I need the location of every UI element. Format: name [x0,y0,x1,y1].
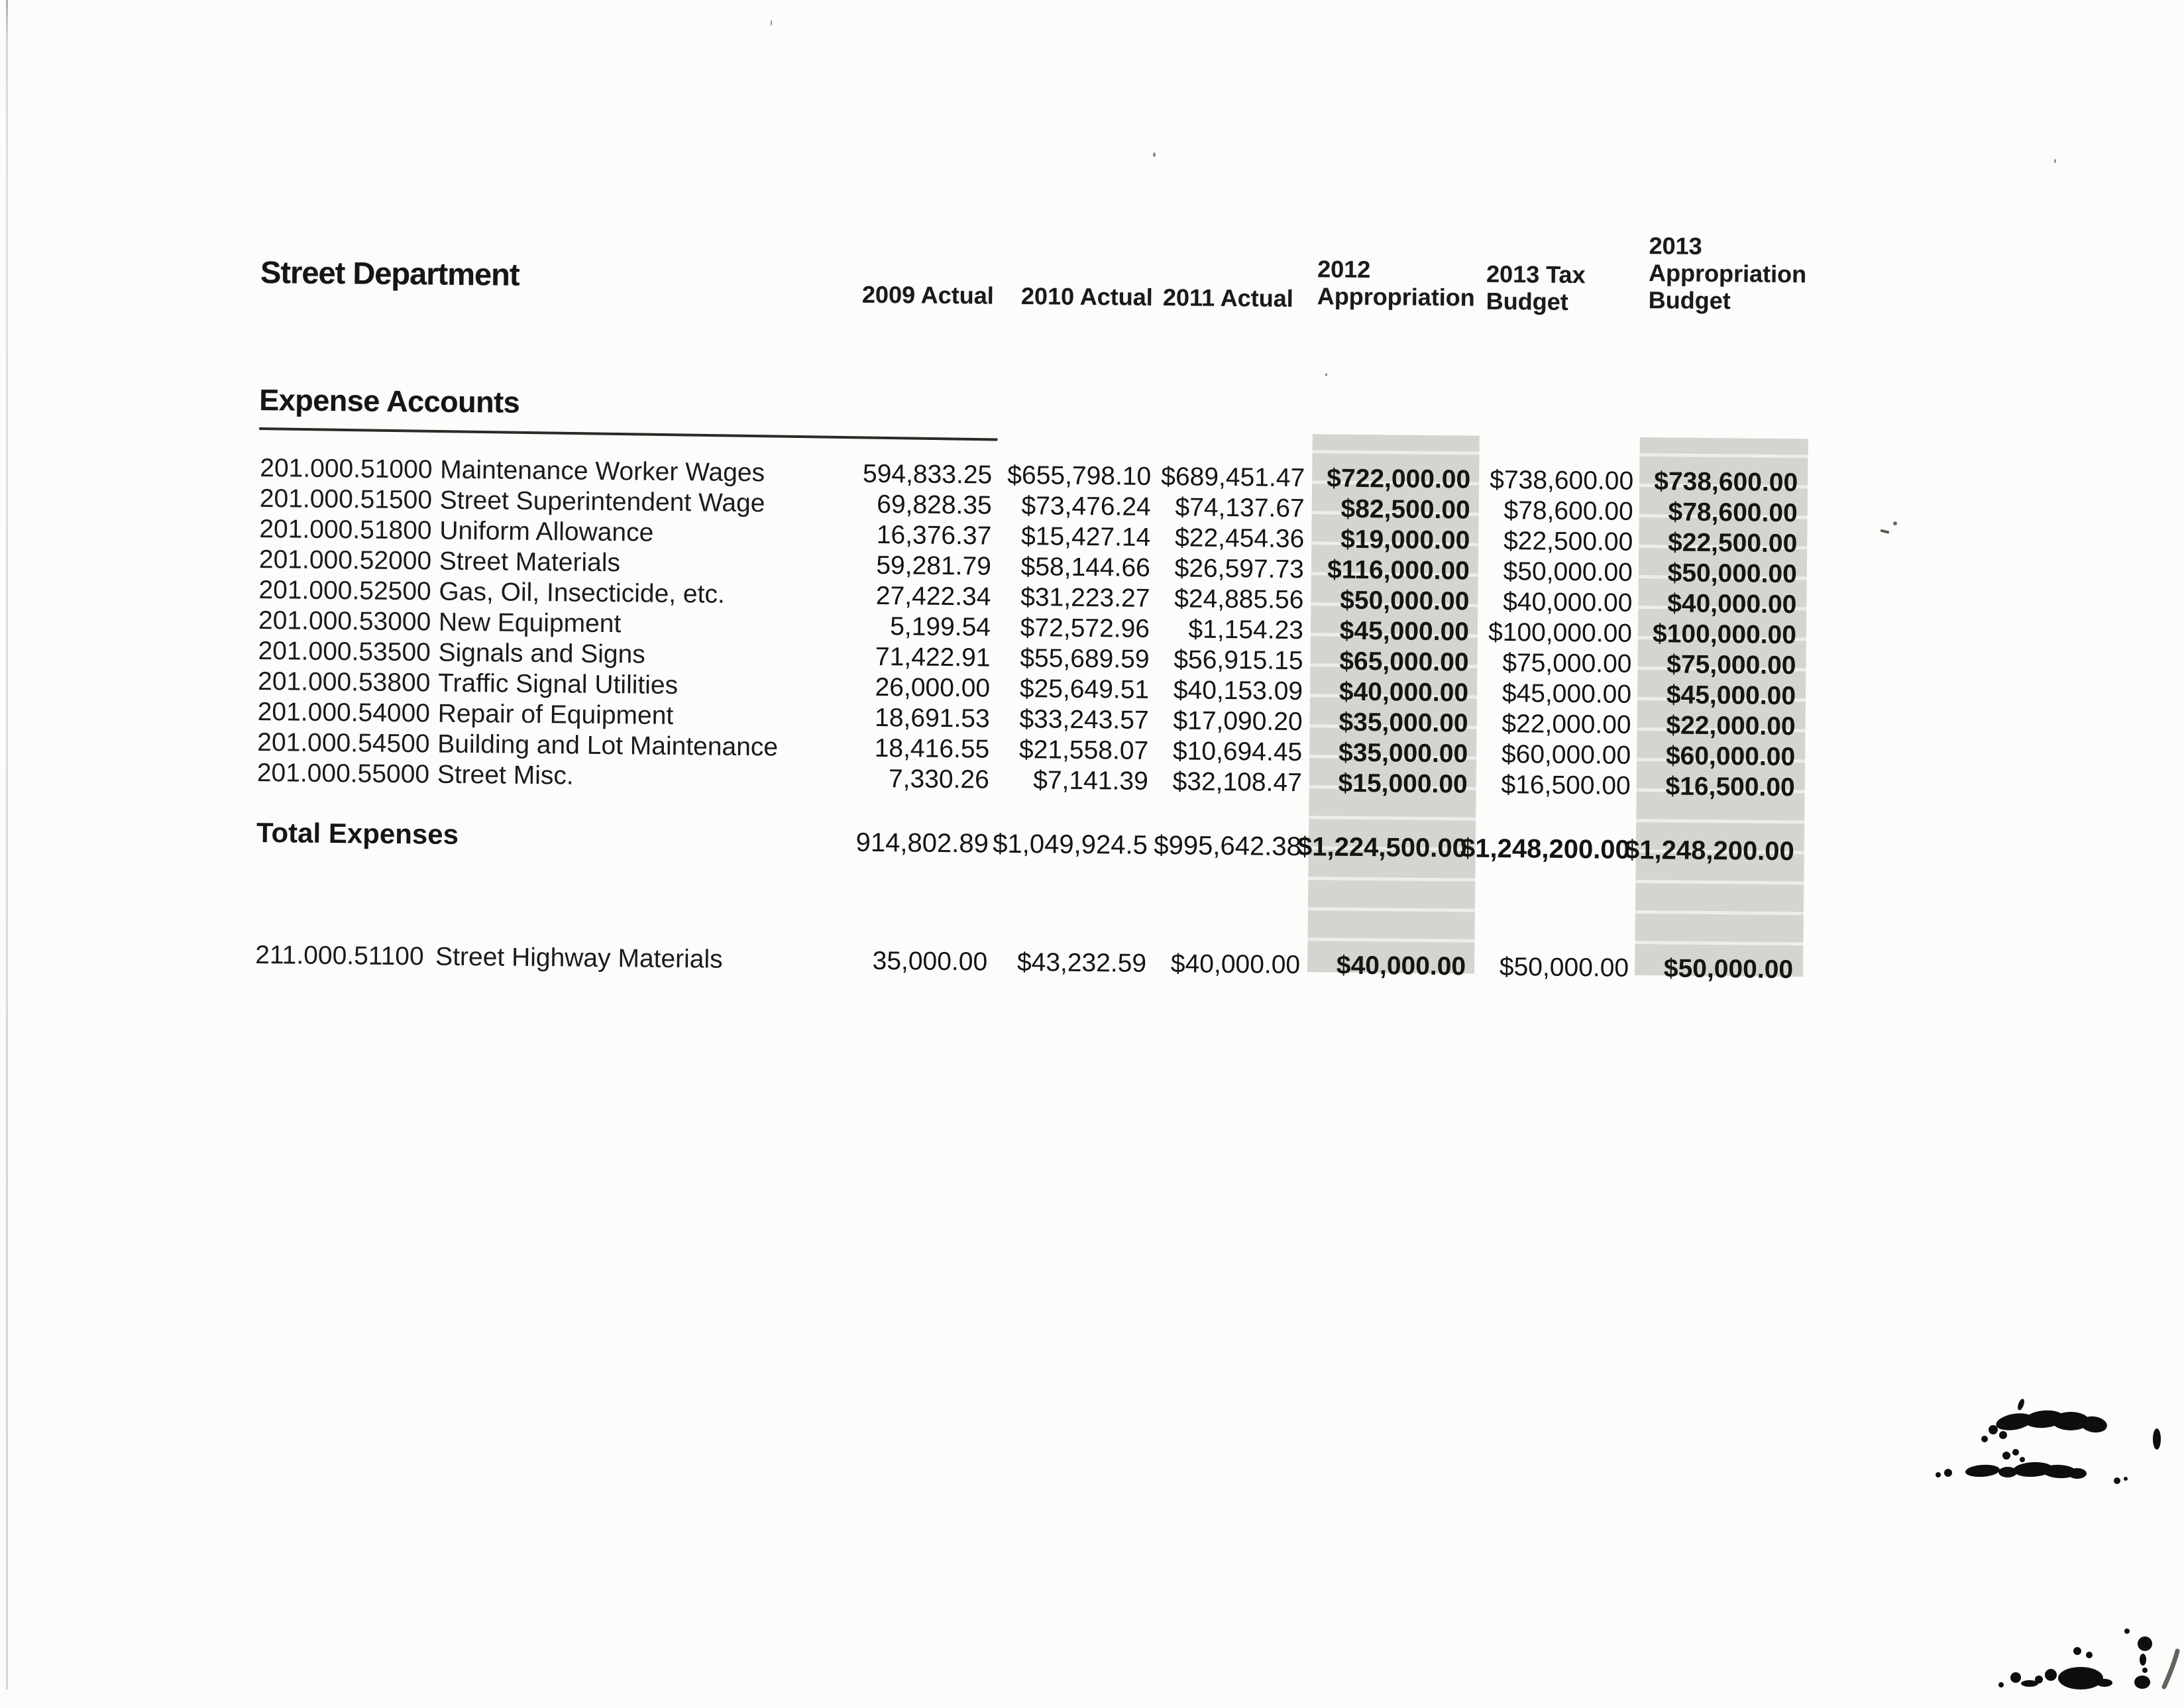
page-title: Street Department [260,254,519,292]
account-code: 201.000.51500 [259,484,433,515]
account-code: 201.000.51000 [260,453,433,484]
account-code: 201.000.54500 [257,727,430,759]
account-name: Street Materials [439,547,621,578]
amount-2013-tax: $50,000.00 [1499,952,1629,983]
total-2013-appropriation: $1,248,200.00 [1624,835,1795,867]
account-name: New Equipment [438,608,622,639]
amount-2013-tax: $16,500.00 [1501,770,1631,800]
amount-2011: $40,000.00 [1170,949,1301,980]
account-name: Street Superintendent Wage [439,486,765,518]
amount-2011: $74,137.67 [1175,493,1305,523]
column-header-2009-actual [862,281,994,309]
amount-2009: 69,828.35 [877,490,992,520]
amount-2011: $1,154.23 [1188,615,1304,645]
account-name: Uniform Allowance [439,516,654,547]
amount-2010: $55,689.59 [1020,644,1150,674]
column-header-line: Appropriation [1648,259,1807,288]
amount-2013-tax: $22,500.00 [1503,527,1633,557]
column-header-line: 2009 Actual [861,280,994,309]
amount-2009: 71,422.91 [875,642,991,672]
column-header-line: 2012 [1317,255,1371,284]
amount-2013-appropriation: $45,000.00 [1666,680,1796,711]
account-code: 201.000.53500 [258,636,431,667]
account-name: Traffic Signal Utilities [437,668,679,700]
account-name: Signals and Signs [438,638,645,669]
amount-2011: $56,915.15 [1174,645,1303,676]
section-heading: Expense Accounts [258,382,520,419]
amount-2011: $32,108.47 [1172,767,1302,798]
account-name: Street Highway Materials [435,942,723,974]
amount-2011: $689,451.47 [1161,462,1305,493]
total-2013-tax: $1,248,200.00 [1460,833,1631,865]
amount-2013-appropriation: $16,500.00 [1665,772,1795,802]
amount-2013-appropriation: $100,000.00 [1652,619,1797,650]
column-header-line: 2010 Actual [1020,282,1153,311]
account-name: Repair of Equipment [437,699,674,730]
account-name: Street Misc. [437,760,574,790]
amount-2012-appropriation: $40,000.00 [1336,951,1466,981]
total-2010: $1,049,924.5 [993,829,1148,860]
amount-2009: 59,281.79 [876,551,992,581]
amount-2012-appropriation: $35,000.00 [1338,738,1468,769]
account-code: 201.000.53800 [257,667,431,698]
amount-2013-appropriation: $738,600.00 [1654,467,1798,498]
account-name: Maintenance Worker Wages [440,455,765,488]
amount-2011: $26,597.73 [1174,554,1305,584]
amount-2011: $22,454.36 [1174,523,1305,554]
amount-2009: 18,691.53 [874,703,990,733]
amount-2013-tax: $22,000.00 [1502,709,1631,739]
total-expenses-label: Total Expenses [256,816,459,850]
amount-2012-appropriation: $82,500.00 [1340,494,1470,525]
scan-speck [1325,373,1327,376]
amount-2009: 27,422.34 [875,581,991,612]
column-header-line: 2013 Tax [1486,260,1586,289]
amount-2012-appropriation: $19,000.00 [1340,525,1470,555]
amount-2013-appropriation: $78,600.00 [1668,498,1798,528]
column-header-2010-actual [1021,282,1153,311]
account-code: 201.000.52500 [258,575,431,606]
amount-2013-appropriation: $75,000.00 [1666,650,1796,680]
account-name: Gas, Oil, Insecticide, etc. [439,577,725,609]
amount-2012-appropriation: $722,000.00 [1327,464,1471,494]
amount-2010: $58,144.66 [1020,553,1151,582]
column-header-line: Budget [1648,286,1731,315]
amount-2010: $43,232.59 [1016,947,1147,978]
amount-2013-tax: $45,000.00 [1502,678,1632,709]
scan-speck [2054,159,2056,163]
amount-2012-appropriation: $116,000.00 [1327,555,1470,586]
street-highway-materials-row [255,941,1799,988]
column-header-line: 2011 Actual [1162,284,1293,312]
column-header-line: Budget [1486,287,1568,315]
amount-2013-tax: $40,000.00 [1502,588,1633,617]
amount-2009: 16,376.37 [876,520,992,551]
amount-2010: $73,476.24 [1021,492,1151,521]
total-expenses-row [256,816,1800,869]
section-underline [259,427,998,441]
amount-2013-tax: $738,600.00 [1490,465,1634,496]
amount-2013-appropriation: $22,000.00 [1666,711,1796,741]
amount-2013-appropriation: $50,000.00 [1667,559,1798,589]
amount-2011: $10,694.45 [1172,737,1303,767]
column-header-2013-appropriation-budget [1649,232,1807,315]
amount-2012-appropriation: $45,000.00 [1339,616,1470,647]
column-header-line: 2013 [1649,232,1702,260]
amount-2010: $655,798.10 [1007,460,1152,491]
amount-2013-appropriation: $50,000.00 [1663,954,1794,985]
amount-2012-appropriation: $40,000.00 [1338,677,1469,708]
amount-2013-tax: $100,000.00 [1488,617,1633,648]
amount-2013-tax: $60,000.00 [1501,739,1631,770]
amount-2012-appropriation: $15,000.00 [1338,769,1468,799]
total-2012-appropriation: $1,224,500.00 [1297,832,1468,863]
column-header-2013-tax-budget [1486,260,1586,315]
amount-2009: 5,199.54 [889,612,991,642]
amount-2010: $72,572.96 [1020,614,1150,643]
account-code: 211.000.51100 [254,940,424,971]
amount-2012-appropriation: $65,000.00 [1339,647,1469,677]
amount-2012-appropriation: $35,000.00 [1338,708,1468,738]
amount-2010: $21,558.07 [1018,735,1149,765]
account-code: 201.000.53000 [258,606,431,637]
amount-2013-tax: $50,000.00 [1503,557,1633,587]
column-header-line: Appropriation [1317,282,1475,311]
amount-2010: $31,223.27 [1020,583,1150,613]
expense-accounts-table [257,454,1804,804]
account-code: 201.000.55000 [256,758,430,789]
scan-speck [771,20,772,26]
amount-2013-tax: $75,000.00 [1502,649,1632,678]
amount-2012-appropriation: $50,000.00 [1339,586,1470,616]
account-name: Building and Lot Maintenance [437,729,779,762]
scan-speck [1153,152,1156,157]
amount-2011: $40,153.09 [1173,676,1303,706]
total-2009: 914,802.89 [855,827,989,859]
account-code: 201.000.54000 [257,697,431,728]
amount-2009: 18,416.55 [874,733,990,764]
column-header-2011-actual [1163,284,1293,312]
amount-2011: $17,090.20 [1173,706,1303,737]
amount-2009: 594,833.25 [862,459,993,490]
amount-2009: 7,330.26 [888,765,989,794]
amount-2010: $25,649.51 [1019,674,1150,704]
amount-2013-appropriation: $40,000.00 [1666,589,1797,619]
account-code: 201.000.52000 [258,545,432,576]
column-header-2012-appropriation [1317,255,1476,311]
amount-2010: $33,243.57 [1019,705,1149,735]
amount-2011: $24,885.56 [1174,584,1304,615]
amount-2013-tax: $78,600.00 [1503,496,1633,526]
amount-2010: $7,141.39 [1033,766,1148,796]
amount-2009: 35,000.00 [872,946,988,977]
total-2011: $995,642.38 [1154,830,1302,862]
amount-2013-appropriation: $60,000.00 [1665,741,1796,772]
account-code: 201.000.51800 [259,514,432,545]
amount-2013-appropriation: $22,500.00 [1667,528,1798,559]
amount-2009: 26,000.00 [875,672,991,703]
amount-2010: $15,427.14 [1020,522,1151,552]
